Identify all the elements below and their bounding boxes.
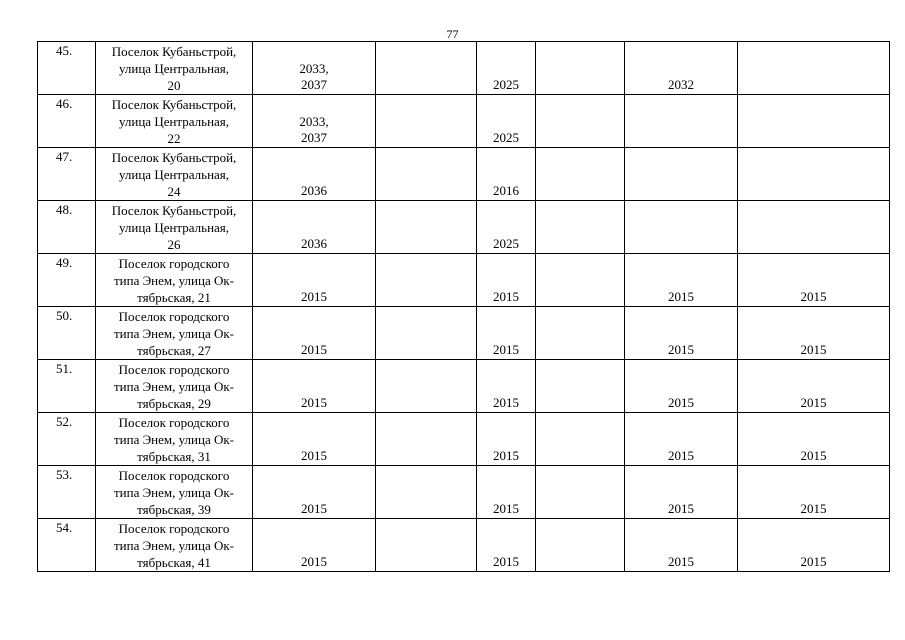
date-cell: 2036 [253, 201, 376, 254]
table-row [38, 519, 890, 572]
date-cell: 2015 [738, 413, 890, 466]
date-cell [536, 307, 625, 360]
date-cell: 2015 [625, 519, 738, 572]
address-line: типа Энем, улица Ок- [113, 326, 235, 341]
address-line: 24 [167, 184, 181, 199]
date-cell: 2015 [477, 254, 536, 307]
table-row [38, 307, 890, 360]
row-number: 45. [38, 42, 96, 95]
date-cell [376, 254, 477, 307]
date-cell [376, 466, 477, 519]
date-cell: 2025 [477, 42, 536, 95]
date-cell [625, 95, 738, 148]
address-line: 20 [167, 78, 181, 93]
date-cell [376, 95, 477, 148]
row-number: 48. [38, 201, 96, 254]
address-line: 22 [167, 131, 181, 146]
address-line: улица Центральная, [118, 167, 230, 182]
date-cell [376, 201, 477, 254]
date-cell [625, 148, 738, 201]
address-line: типа Энем, улица Ок- [113, 485, 235, 500]
row-number: 52. [38, 413, 96, 466]
table-body [38, 42, 890, 572]
date-cell: 2015 [738, 360, 890, 413]
date-line: 2037 [301, 77, 327, 92]
table-row [38, 254, 890, 307]
date-cell: 2015 [477, 413, 536, 466]
address-cell [96, 254, 253, 307]
address-line: тябрьская, 39 [137, 502, 211, 517]
address-line: Поселок городского [118, 521, 230, 536]
date-cell [536, 360, 625, 413]
address-line: тябрьская, 29 [137, 396, 211, 411]
address-line: 26 [167, 237, 181, 252]
date-cell [376, 148, 477, 201]
date-cell: 2015 [477, 360, 536, 413]
date-cell: 2015 [625, 360, 738, 413]
address-cell [96, 42, 253, 95]
date-line: 2037 [301, 130, 327, 145]
table-row [38, 201, 890, 254]
date-cell: 2025 [477, 201, 536, 254]
date-cell: 2015 [625, 413, 738, 466]
date-cell: 2015 [253, 519, 376, 572]
date-cell [376, 413, 477, 466]
address-line: тябрьская, 31 [137, 449, 211, 464]
date-cell [536, 254, 625, 307]
date-cell: 2015 [738, 519, 890, 572]
table-row [38, 466, 890, 519]
row-number: 54. [38, 519, 96, 572]
row-number: 50. [38, 307, 96, 360]
date-cell [738, 201, 890, 254]
date-cell [253, 95, 376, 148]
date-cell: 2015 [253, 413, 376, 466]
address-line: тябрьская, 27 [137, 343, 211, 358]
date-cell [376, 519, 477, 572]
address-line: типа Энем, улица Ок- [113, 379, 235, 394]
repair-schedule-table [37, 41, 890, 572]
date-cell [536, 95, 625, 148]
address-cell [96, 307, 253, 360]
address-line: тябрьская, 41 [137, 555, 211, 570]
address-cell [96, 519, 253, 572]
date-cell: 2015 [625, 254, 738, 307]
address-line: типа Энем, улица Ок- [113, 538, 235, 553]
row-number: 46. [38, 95, 96, 148]
date-cell [376, 42, 477, 95]
date-cell [738, 148, 890, 201]
table-row [38, 413, 890, 466]
table-row [38, 95, 890, 148]
address-line: Поселок городского [118, 362, 230, 377]
address-cell [96, 201, 253, 254]
table-row [38, 360, 890, 413]
date-cell: 2015 [738, 254, 890, 307]
row-number: 53. [38, 466, 96, 519]
address-line: типа Энем, улица Ок- [113, 432, 235, 447]
address-cell [96, 466, 253, 519]
date-cell [253, 42, 376, 95]
row-number: 49. [38, 254, 96, 307]
date-cell [536, 466, 625, 519]
date-cell: 2015 [625, 307, 738, 360]
date-cell [536, 42, 625, 95]
table-row [38, 42, 890, 95]
address-line: Поселок Кубаньстрой, [111, 150, 237, 165]
address-cell [96, 360, 253, 413]
date-cell: 2015 [738, 307, 890, 360]
row-number: 51. [38, 360, 96, 413]
address-cell [96, 95, 253, 148]
date-cell: 2015 [477, 519, 536, 572]
address-line: Поселок городского [118, 309, 230, 324]
address-line: Поселок Кубаньстрой, [111, 97, 237, 112]
date-cell: 2032 [625, 42, 738, 95]
date-cell: 2015 [253, 254, 376, 307]
table-row [38, 148, 890, 201]
row-number: 47. [38, 148, 96, 201]
date-line: 2033, [299, 114, 329, 129]
date-cell [536, 413, 625, 466]
date-cell [376, 360, 477, 413]
address-cell [96, 413, 253, 466]
date-cell: 2016 [477, 148, 536, 201]
address-line: Поселок городского [118, 415, 230, 430]
address-line: Поселок городского [118, 256, 230, 271]
date-cell [536, 519, 625, 572]
address-cell [96, 148, 253, 201]
date-cell: 2015 [477, 466, 536, 519]
date-cell [376, 307, 477, 360]
date-cell: 2015 [253, 307, 376, 360]
address-line: Поселок Кубаньстрой, [111, 203, 237, 218]
date-cell [738, 95, 890, 148]
date-cell [536, 201, 625, 254]
date-cell: 2015 [625, 466, 738, 519]
address-line: тябрьская, 21 [137, 290, 211, 305]
address-line: Поселок Кубаньстрой, [111, 44, 237, 59]
date-cell: 2036 [253, 148, 376, 201]
date-cell: 2015 [253, 360, 376, 413]
date-cell [625, 201, 738, 254]
date-cell: 2025 [477, 95, 536, 148]
date-cell: 2015 [477, 307, 536, 360]
address-line: улица Центральная, [118, 114, 230, 129]
date-cell: 2015 [738, 466, 890, 519]
address-line: улица Центральная, [118, 61, 230, 76]
address-line: типа Энем, улица Ок- [113, 273, 235, 288]
address-line: Поселок городского [118, 468, 230, 483]
date-cell: 2015 [253, 466, 376, 519]
date-line: 2033, [299, 61, 329, 76]
address-line: улица Центральная, [118, 220, 230, 235]
date-cell [536, 148, 625, 201]
page-number: 77 [446, 27, 459, 41]
date-cell [738, 42, 890, 95]
